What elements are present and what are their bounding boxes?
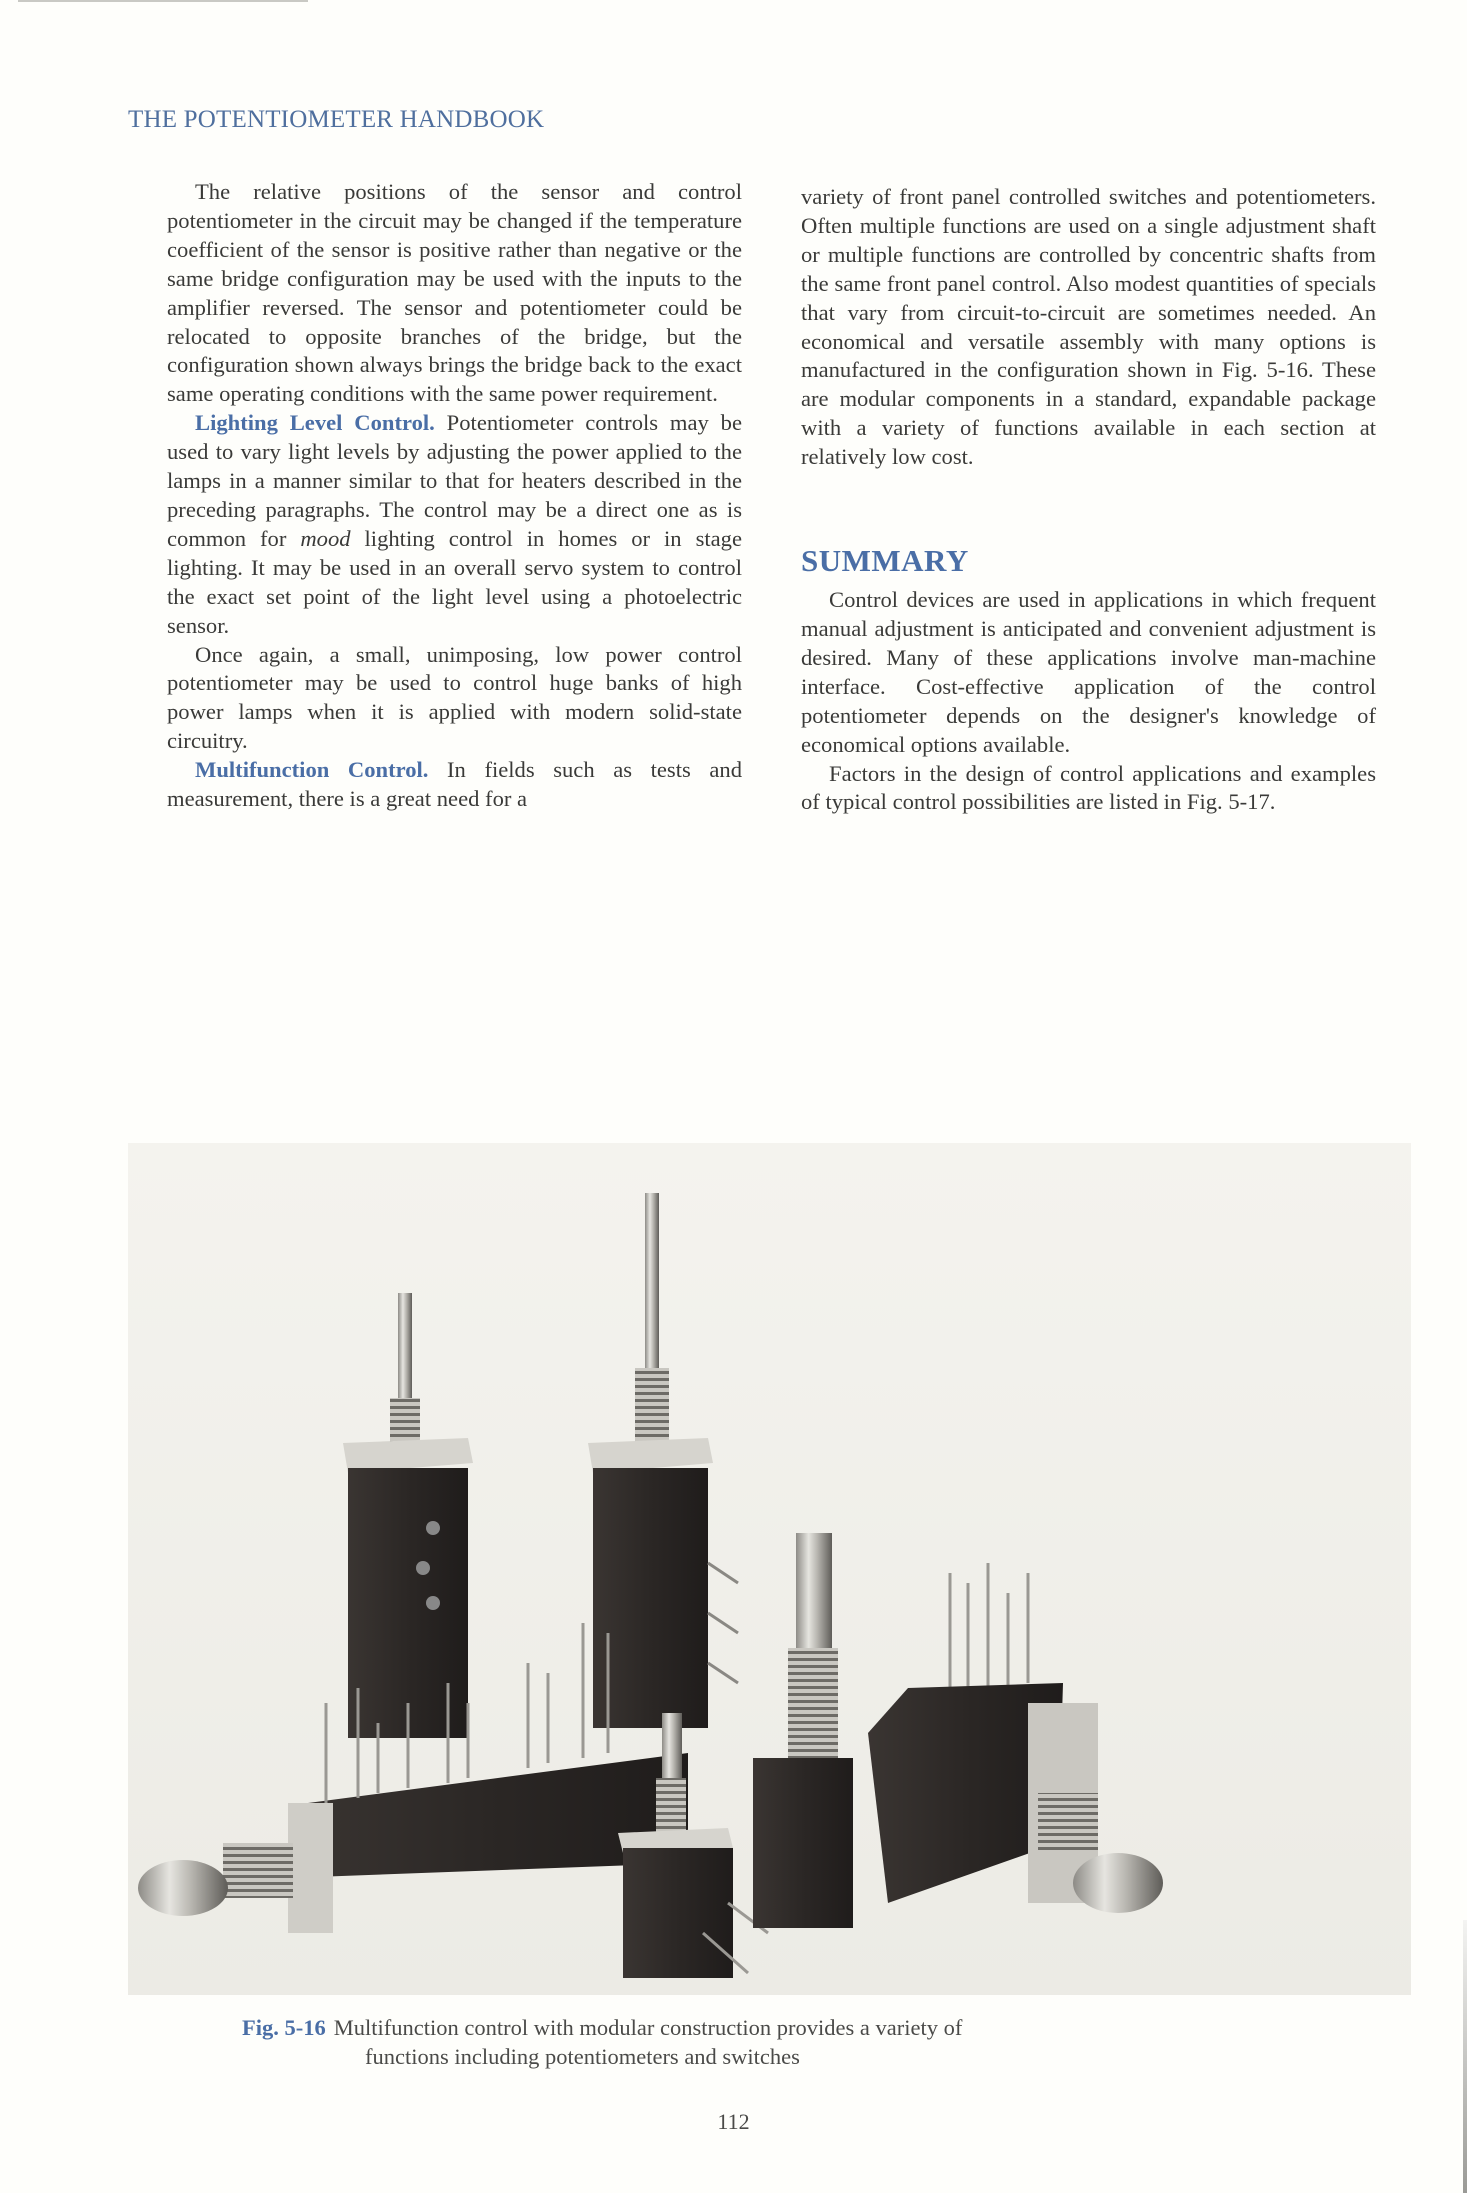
paragraph-text: lighting control in homes or in stage lighting. It may be used in an overall servo system to control the exact set point of the light level using a photoelectric sensor. [167, 525, 742, 638]
top-scan-edge [18, 0, 308, 2]
paragraph: The relative positions of the sensor and control potentiometer in the circuit may be changed if the temperature coefficient of the sensor is positive rather than negative or the same bridge configuration may be used with the inputs to the amplifier reversed. The sensor and potentiometer could be relocated to opposite branches of the bridge, but the configuration shown always brings the bridge back to the exact same operating conditions with the same power requirement. [167, 179, 742, 407]
right-column [801, 183, 1376, 817]
section-heading-summary: SUMMARY [801, 543, 969, 579]
page-edge-shadow [1463, 1920, 1467, 2193]
figure-photo [128, 1143, 1411, 1995]
figure-caption [242, 2013, 1262, 2071]
paragraph-multifunction-control [167, 756, 742, 814]
paragraph-lighting-level-control [167, 409, 742, 640]
page-number: 112 [717, 2109, 750, 2134]
paragraph: Factors in the design of control applications and examples of typical control possibilities are listed in Fig. 5-17. [801, 760, 1376, 815]
paragraph: Control devices are used in applications in which frequent manual adjustment is anticipated and convenient adjustment is desired. Many of these applications involve man-machine interface. Cost-effective application of the control potentiometer depends on the designer's knowledge of economical options available. [801, 587, 1376, 757]
run-in-heading: Lighting Level Control. [195, 410, 435, 436]
caption-text-line2: functions including potentiometers and switches [365, 2044, 800, 2069]
caption-text-line1: Multifunction control with modular construction provides a variety of [333, 2015, 963, 2040]
left-column [167, 178, 742, 814]
paragraph-text: In fields such as tests and measurement, there is a great need for a [167, 757, 742, 812]
paragraph: Once again, a small, unimposing, low power control potentiometer may be used to control huge banks of high power lamps when it is applied with modern solid-state circuitry. [167, 641, 742, 754]
emphasis: mood [300, 525, 351, 551]
run-in-heading: Multifunction Control. [195, 757, 429, 783]
photo-illustration [128, 1143, 1411, 1995]
figure-label: Fig. 5-16 [242, 2015, 326, 2040]
running-head: THE POTENTIOMETER HANDBOOK [128, 106, 545, 133]
paragraph-text: Potentiometer controls may be used to vary light levels by adjusting the power applied to the lamps in a manner similar to that for heaters described in the preceding paragraphs. The control may be a direct one as is common for [167, 410, 742, 551]
paragraph: variety of front panel controlled switches and potentiometers. Often multiple functions are used on a single adjustment shaft or multiple functions are controlled by concentric shafts from the same front panel control. Also modest quantities of specials that vary from circuit-to-circuit are sometimes needed. An economical and versatile assembly with many options is manufactured in the configuration shown in Fig. 5-16. These are modular components in a standard, expandable package with a variety of functions available in each section at relatively low cost. [801, 184, 1376, 470]
